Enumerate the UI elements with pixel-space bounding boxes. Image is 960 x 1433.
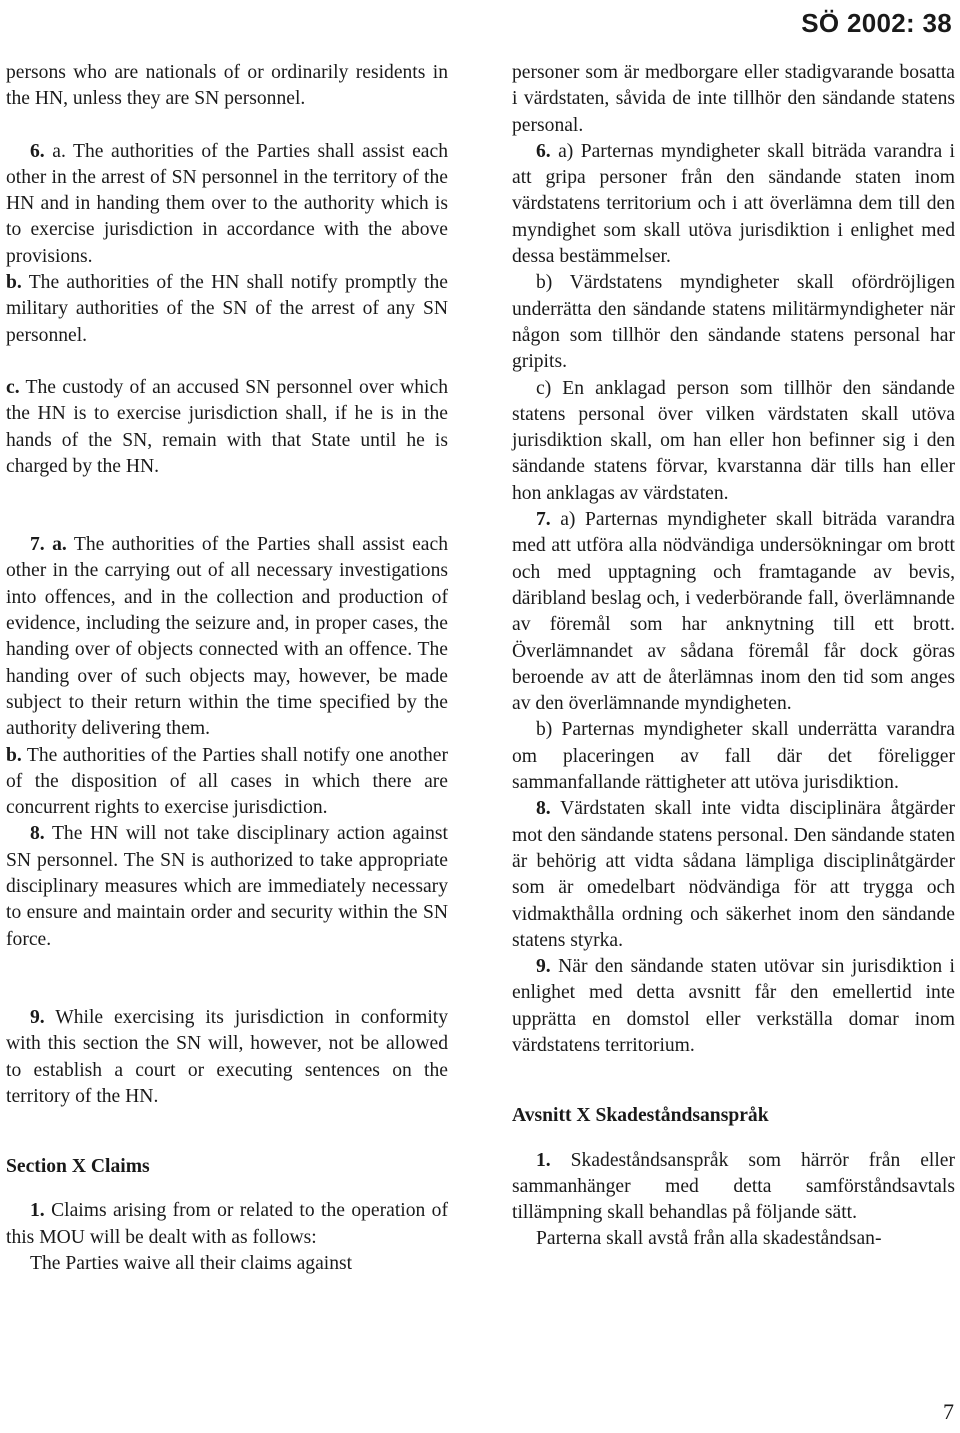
section-number: 7. a. [30,534,67,556]
english-column [6,60,448,1277]
english-claims-1-continued: The Parties waive all their claims against [30,1252,353,1274]
section-text: While exercising its jurisdiction in conformity with this section the SN will, however, not be allowed to establish a court or executing sentences on the territory of the HN. [6,1006,448,1107]
section-number: 1. [536,1149,551,1171]
section-text: Värdstaten skall inte vidta disciplinära åtgärder mot den sändande statens personal. Den sändande staten är behörig att vidta sådana lämpliga disciplinåtgärder som är omedelbart nödvändiga för att trygga och vidmakthålla ordning och säkerhet inom den sändande statens styrka. [512,798,955,951]
section-number: 7. [536,509,551,531]
swedish-claims-1 [512,1148,955,1227]
swedish-section-7b: b) Parternas myndigheter skall underrätta varandra om placeringen av fall där det föreligger sammanfallande rättigheter att utöva jurisdiktion. [512,719,955,794]
section-text: a) Parternas myndigheter skall biträda varandra med att utföra alla nödvändiga undersökningar om brott och med upptagning och framtagande av bevis, däribland beslag och, i vederbörande fall, överlämnande av föremål som har anknytning till ett brott. Överlämnandet av sådana föremål får dock göras beroende av att de återlämnas inom den tid som anges av den överlämnande myndigheten. [512,509,955,715]
swedish-section-heading: Avsnitt X Skadeståndsanspråk [512,1105,769,1127]
page-number: 7 [943,1399,954,1424]
section-number: 8. [30,823,45,845]
english-section-8 [6,821,448,952]
section-number: c. [6,376,20,398]
section-text: The authorities of the Parties shall assist each other in the carrying out of all necessary investigations into offences, and in the collection and production of evidence, including the seizure and, in proper cases, the handing over of objects connected with an offence. The handing over of such objects may, however, be made subject to their return within the time specified by the authority delivering them. [6,534,448,740]
section-text: The HN will not take disciplinary action against SN personnel. The SN is authorized to take appropriate disciplinary measures which are immediately necessary to ensure and maintain order and security within the SN force. [6,823,448,950]
english-section-6a [6,139,448,270]
english-section-6c [6,375,448,480]
section-text: The authorities of the Parties shall notify one another of the disposition of all cases in which there are concurrent rights to exercise jurisdiction. [6,744,448,819]
english-section-heading: Section X Claims [6,1156,150,1178]
swedish-section-6a [512,139,955,270]
english-section-9 [6,1005,448,1110]
document-reference: SÖ 2002: 38 [801,8,952,38]
section-number: 9. [30,1006,45,1028]
swedish-section-8 [512,796,955,954]
swedish-section-6c: c) En anklagad person som tillhör den sändande statens personal över vilken värdstaten skall utöva jurisdiktion skall, om han eller hon befinner sig i den sändande statens förvar, kvarstanna där tills han eller hon anklagas av värdstaten. [512,377,955,504]
section-text: Claims arising from or related to the operation of this MOU will be dealt with as follows: [6,1200,448,1248]
section-number: 1. [30,1200,45,1222]
english-section-7b [6,743,448,822]
section-number: 8. [536,798,551,820]
swedish-section-7a [512,507,955,717]
section-number: 6. [30,140,45,162]
section-number: b. [6,744,22,766]
english-section-6b [6,270,448,349]
section-text: The authorities of the HN shall notify promptly the military authorities of the SN of the arrest of any SN personnel. [6,272,448,346]
english-claims-1 [6,1198,448,1251]
swedish-section-9 [512,954,955,1059]
section-text: The custody of an accused SN personnel over which the HN is to exercise jurisdiction shall, if he is in the hands of the SN, remain with that State until he is charged by the HN. [6,376,448,477]
english-intro-paragraph: persons who are nationals of or ordinarily residents in the HN, unless they are SN personnel. [6,62,448,110]
swedish-column [512,60,955,1253]
swedish-claims-1-continued: Parterna skall avstå från alla skadeståndsan- [536,1228,882,1250]
english-section-7a [6,532,448,742]
section-number: b. [6,272,22,294]
section-number: 9. [536,956,551,978]
section-number: 6. [536,140,551,162]
section-text: a) Parternas myndigheter skall biträda varandra i att gripa personer från den sändande staten inom värdstatens territorium och i att överlämna dem till den myndighet som skall utöva jurisdiktion i enlighet med dessa bestämmelser. [512,140,955,268]
section-text: Skadeståndsanspråk som härrör från eller sammanhänger med detta samförståndsavtals tillämpning skall behandlas på följande sätt. [512,1149,955,1224]
swedish-intro-paragraph: personer som är medborgare eller stadigvarande bosatta i värdstaten, såvida de inte tillhör den sändande statens personal. [512,62,955,136]
section-text: När den sändande staten utövar sin jurisdiktion i enlighet med detta avsnitt får den emellertid inte upprätta en domstol eller verkställa domar inom värdstatens territorium. [512,956,955,1056]
section-text: a. The authorities of the Parties shall assist each other in the arrest of SN personnel in the territory of the HN and in handing them over to the authority which is to exercise jurisdiction in accordance with the above provisions. [6,140,448,267]
swedish-section-6b: b) Värdstatens myndigheter skall ofördröjligen underrätta den sändande statens militärmyndigheter när någon som tillhör den sändande statens personal har gripits. [512,272,955,373]
